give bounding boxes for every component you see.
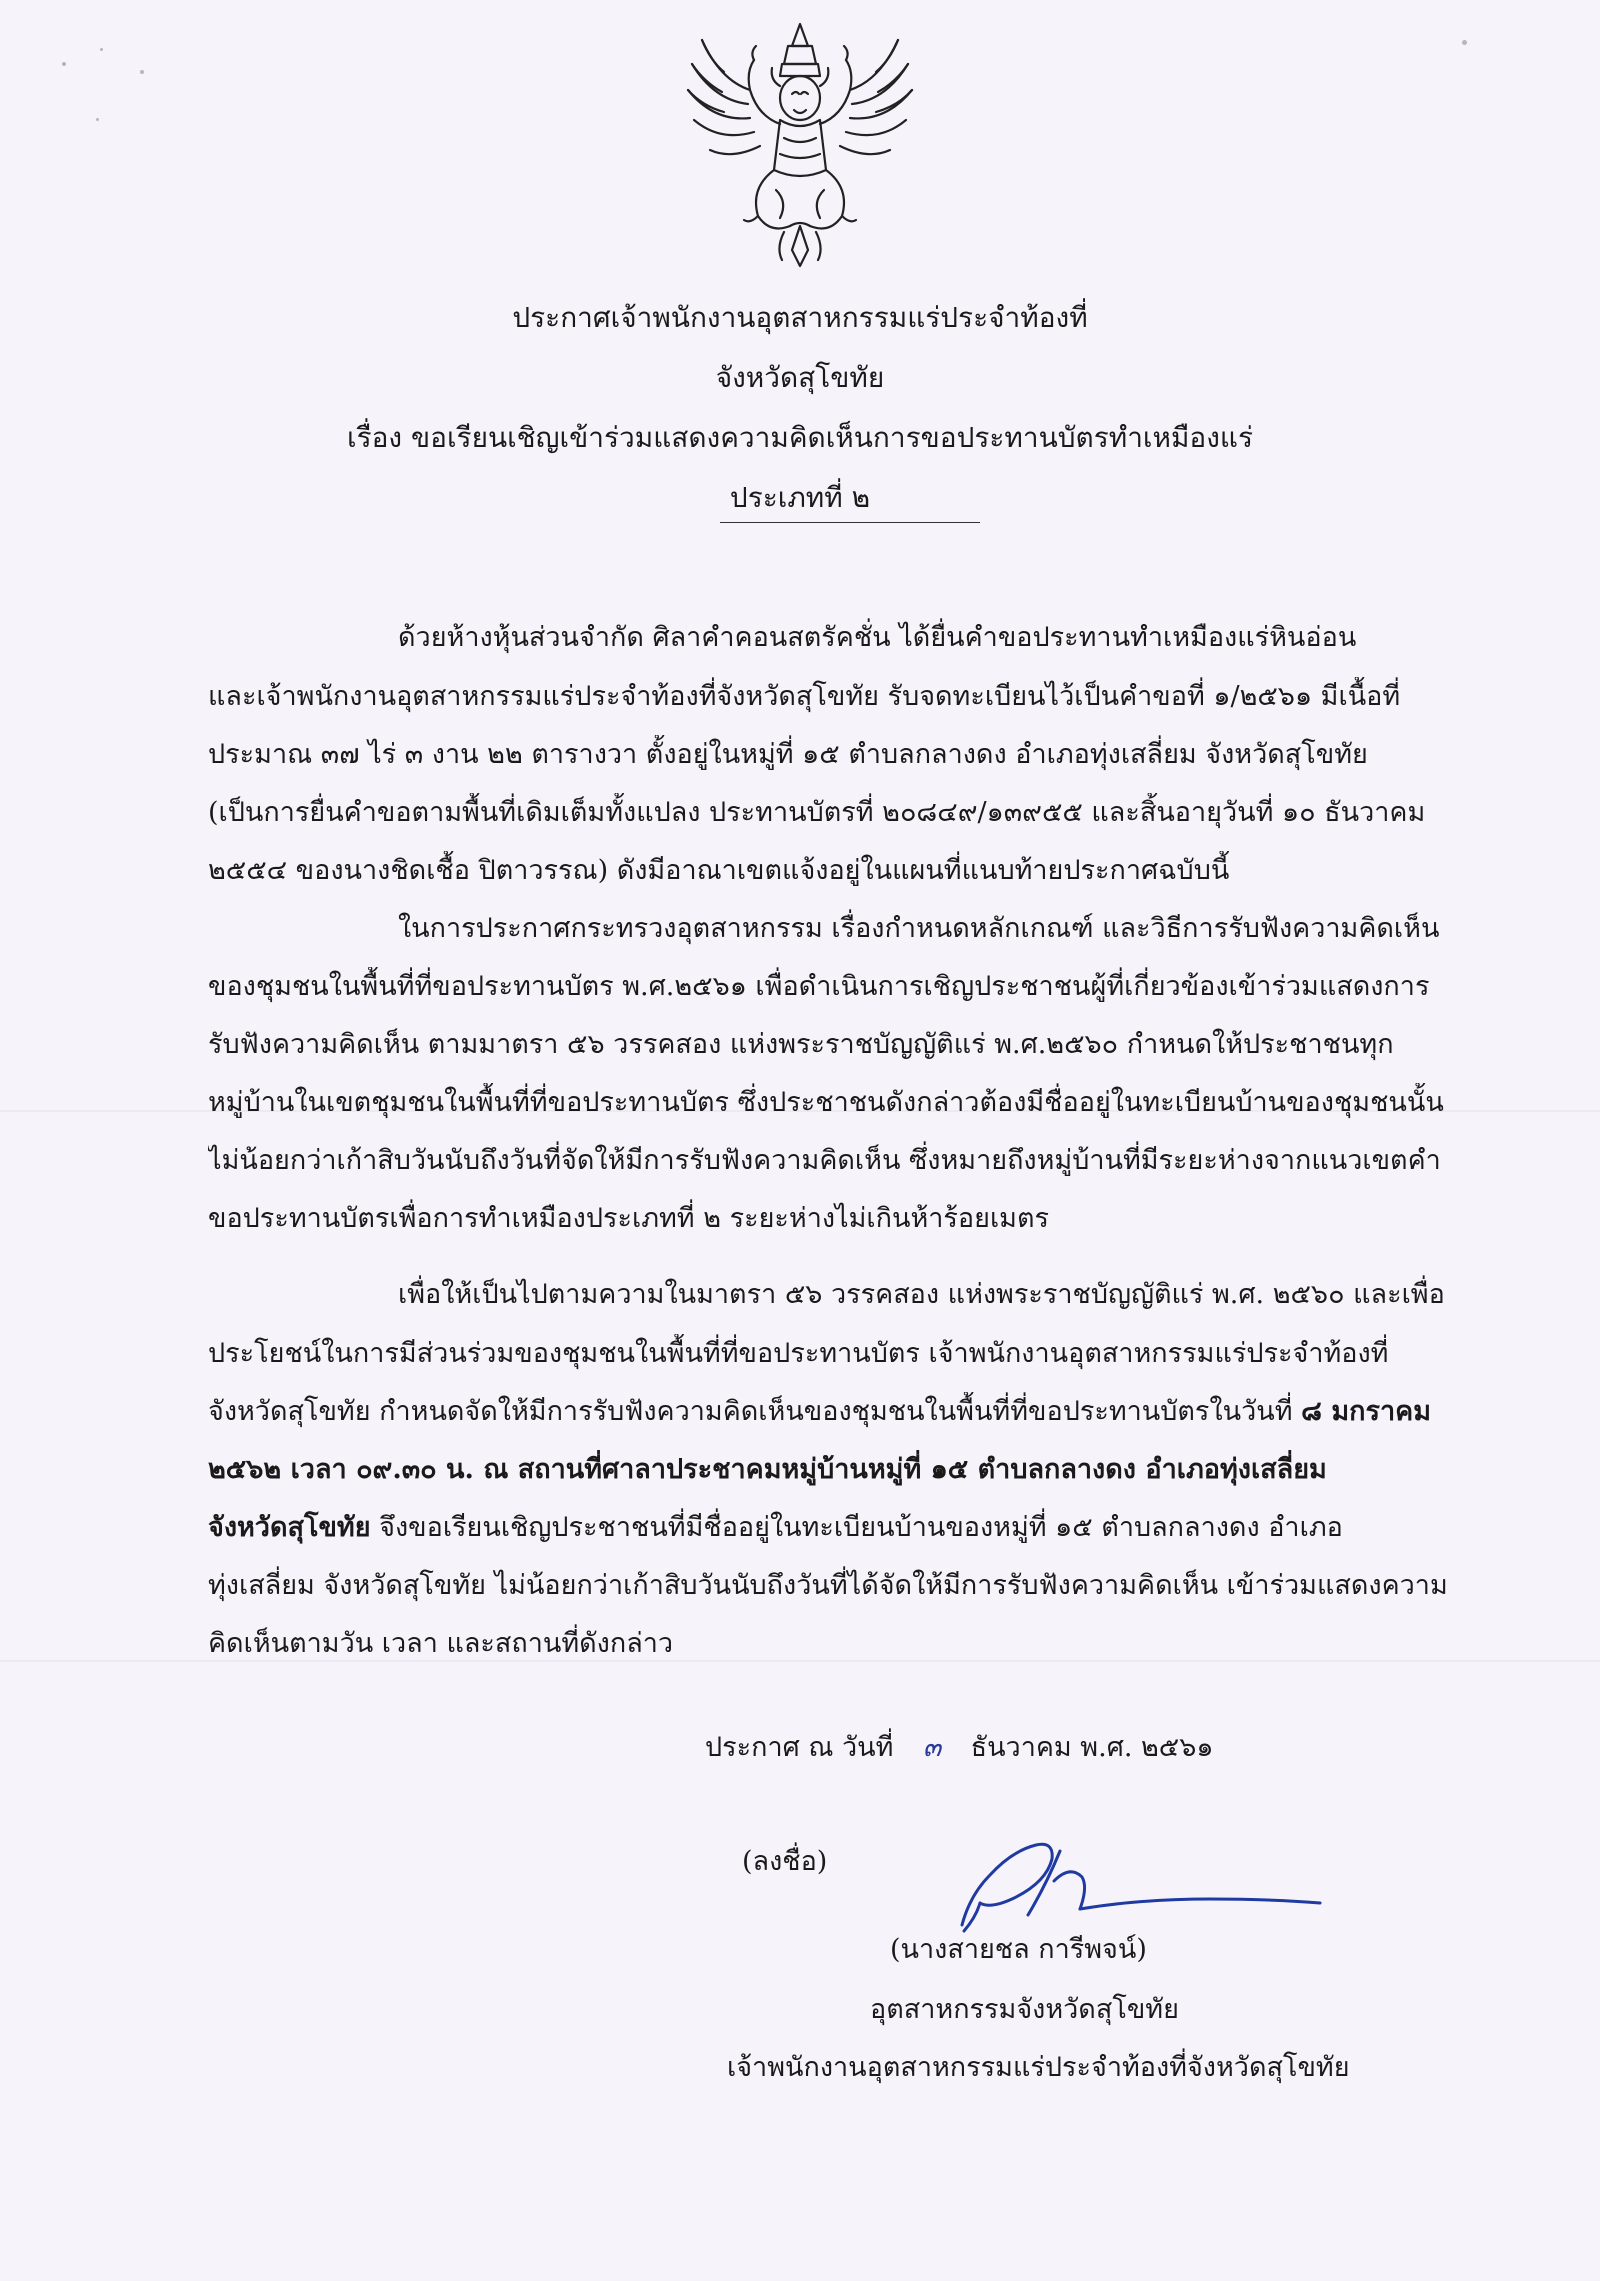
paragraph-2-line: ในการประกาศกระทรวงอุตสาหกรรม เรื่องกำหนดหลักเกณฑ์ และวิธีการรับฟังความคิดเห็น [398,913,1440,944]
heading-line-2: จังหวัดสุโขทัย [715,361,885,394]
heading-subject: เรื่อง ขอเรียนเชิญเข้าร่วมแสดงความคิดเห็นการขอประทานบัตรทำเหมืองแร่ [347,421,1253,454]
paper-speck [1462,40,1467,45]
heading-category: ประเภทที่ ๒ [729,481,871,514]
paragraph-3-line: เพื่อให้เป็นไปตามความในมาตรา ๕๖ วรรคสอง แห่งพระราชบัญญัติแร่ พ.ศ. ๒๕๖๐ และเพื่อ [398,1279,1445,1310]
handwritten-signature [950,1825,1330,1945]
paragraph-2-line: ของชุมชนในพื้นที่ที่ขอประทานบัตร พ.ศ.๒๕๖๑ เพื่อดำเนินการเชิญประชาชนผู้ที่เกี่ยวข้องเข้าร่วมแสดงการ [208,971,1430,1002]
paragraph-3-line-bold: ๒๕๖๒ เวลา ๐๙.๓๐ น. ณ สถานที่ศาลาประชาคมหมู่บ้านหมู่ที่ ๑๕ ตำบลกลางดง อำเภอทุ่งเสลี่ยม [208,1454,1327,1485]
signatory-title-2: เจ้าพนักงานอุตสาหกรรมแร่ประจำท้องที่จังหวัดสุโขทัย [727,2052,1350,2083]
announcement-month-year: ธันวาคม พ.ศ. ๒๕๖๑ [970,1732,1214,1763]
signatory-name: (นางสายชล การีพจน์) [890,1934,1147,1965]
paper-speck [140,70,144,74]
hearing-date: ๘ มกราคม [1301,1396,1431,1427]
paragraph-1-line: ด้วยห้างหุ้นส่วนจำกัด ศิลาคำคอนสตรัคชั่น ได้ยื่นคำขอประทานทำเหมืองแร่หินอ่อน [398,622,1357,653]
paragraph-1-line: ประมาณ ๓๗ ไร่ ๓ งาน ๒๒ ตารางวา ตั้งอยู่ในหมู่ที่ ๑๕ ตำบลกลางดง อำเภอทุ่งเสลี่ยม จังหวัดสุโขทัย [208,739,1368,770]
paragraph-2-line: รับฟังความคิดเห็น ตามมาตรา ๕๖ วรรคสอง แห่งพระราชบัญญัติแร่ พ.ศ.๒๕๖๐ กำหนดให้ประชาชนทุก [208,1029,1394,1060]
announcement-prefix: ประกาศ ณ วันที่ [705,1732,894,1763]
paper-speck [62,62,66,66]
paragraph-3-text: จังหวัดสุโขทัย กำหนดจัดให้มีการรับฟังความคิดเห็นของชุมชนในพื้นที่ที่ขอประทานบัตรในวันที่ [208,1396,1293,1427]
paragraph-3-line: คิดเห็นตามวัน เวลา และสถานที่ดังกล่าว [208,1628,674,1659]
paper-speck [100,48,103,51]
paragraph-2-line: ไม่น้อยกว่าเก้าสิบวันนับถึงวันที่จัดให้มีการรับฟังความคิดเห็น ซึ่งหมายถึงหมู่บ้านที่มีระยะห่างจากแนวเขตคำ [208,1145,1441,1176]
garuda-emblem-icon [680,20,920,270]
heading-line-1: ประกาศเจ้าพนักงานอุตสาหกรรมแร่ประจำท้องที่ [512,301,1088,334]
paper-speck [96,118,99,121]
paragraph-3-line [208,1508,1460,1548]
paragraph-3-line: ทุ่งเสลี่ยม จังหวัดสุโขทัย ไม่น้อยกว่าเก้าสิบวันนับถึงวันที่ได้จัดให้มีการรับฟังความคิดเห็น เข้าร่วมแสดงความ [208,1570,1448,1601]
paragraph-2-line: หมู่บ้านในเขตชุมชนในพื้นที่ที่ขอประทานบัตร ซึ่งประชาชนดังกล่าวต้องมีชื่ออยู่ในทะเบียนบ้านของชุมชนนั้น [208,1087,1444,1118]
heading-underline [720,522,980,523]
paragraph-2-line: ขอประทานบัตรเพื่อการทำเหมืองประเภทที่ ๒ ระยะห่างไม่เกินห้าร้อยเมตร [208,1203,1050,1234]
announcement-day: ๓ [922,1732,942,1763]
sign-label: (ลงชื่อ) [742,1846,828,1877]
paragraph-3-line [208,1392,1460,1432]
signatory-title-1: อุตสาหกรรมจังหวัดสุโขทัย [870,1994,1179,2025]
paragraph-3-text: จึงขอเรียนเชิญประชาชนที่มีชื่ออยู่ในทะเบียนบ้านของหมู่ที่ ๑๕ ตำบลกลางดง อำเภอ [370,1512,1343,1543]
paragraph-3-line: ประโยชน์ในการมีส่วนร่วมของชุมชนในพื้นที่ที่ขอประทานบัตร เจ้าพนักงานอุตสาหกรรมแร่ประจำท้องที่ [208,1338,1389,1369]
announcement-date [705,1728,1214,1768]
paragraph-1-line: (เป็นการยื่นคำขอตามพื้นที่เดิมเต็มทั้งแปลง ประทานบัตรที่ ๒๐๘๔๙/๑๓๙๕๕ และสิ้นอายุวันที่ ๑๐ ธันวาคม [208,797,1426,828]
paragraph-1-line: และเจ้าพนักงานอุตสาหกรรมแร่ประจำท้องที่จังหวัดสุโขทัย รับจดทะเบียนไว้เป็นคำขอที่ ๑/๒๕๖๑ มีเนื้อที่ [208,681,1401,712]
province-bold: จังหวัดสุโขทัย [208,1512,371,1543]
paragraph-1-line: ๒๕๕๔ ของนางชิดเชื้อ ปิตาวรรณ) ดังมีอาณาเขตแจ้งอยู่ในแผนที่แนบท้ายประกาศฉบับนี้ [208,855,1230,886]
